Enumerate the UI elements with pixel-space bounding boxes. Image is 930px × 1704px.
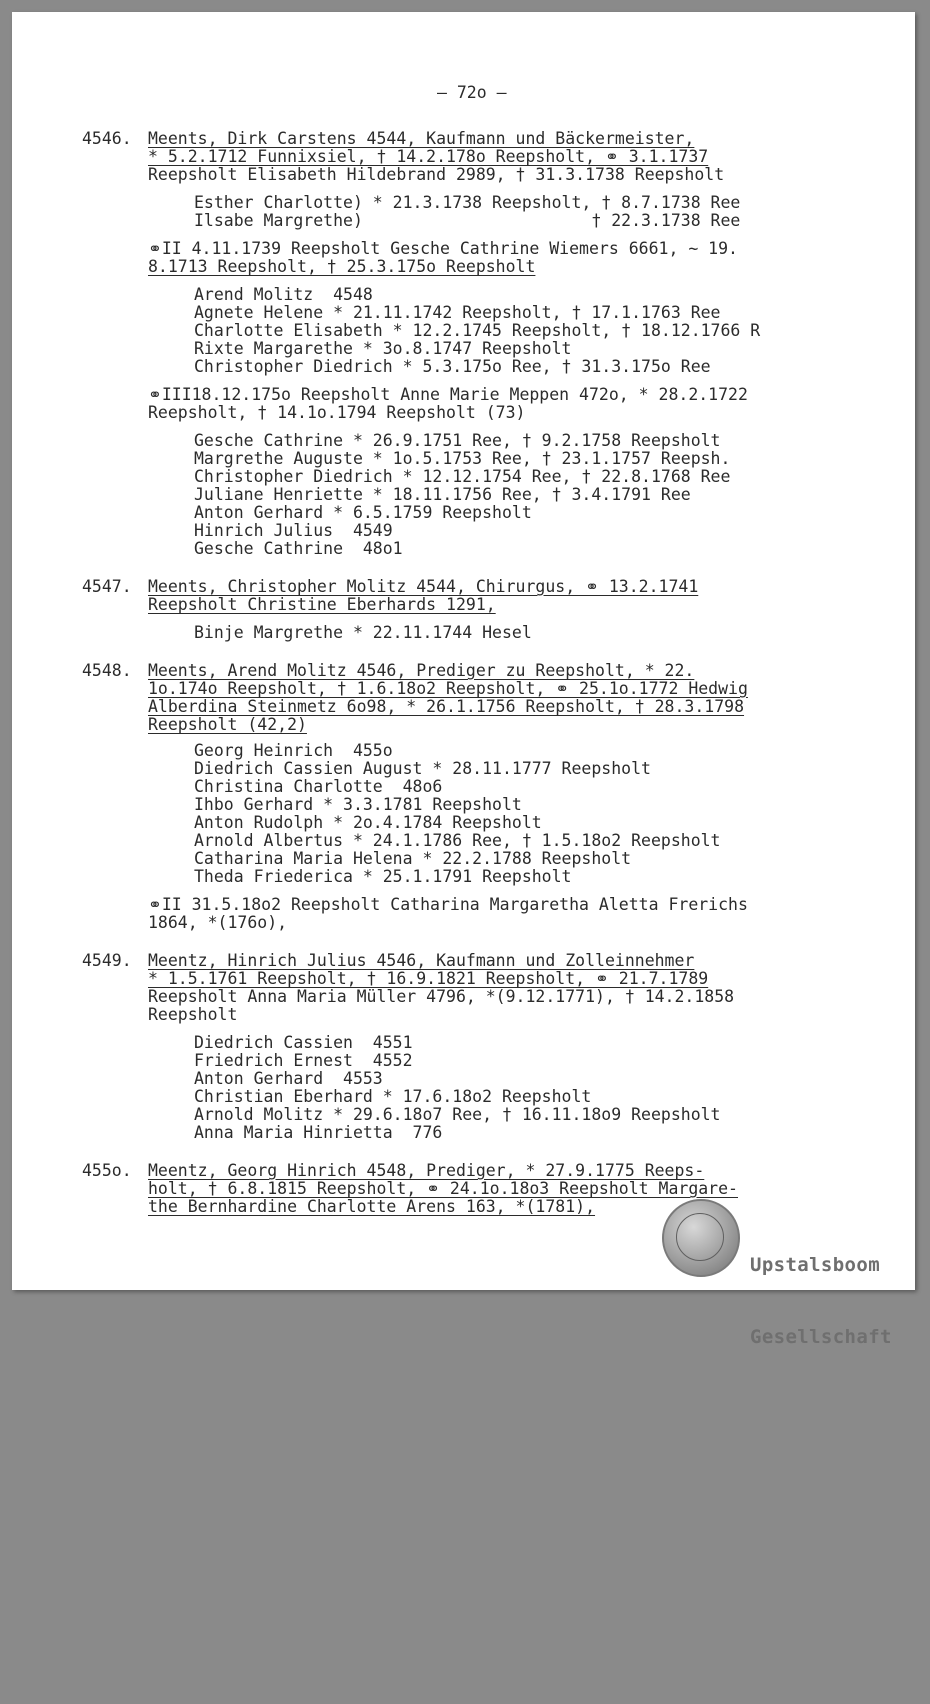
page-number: – 72o – — [437, 83, 507, 102]
child-line: Anton Rudolph * 2o.4.1784 Reepsholt — [194, 813, 542, 832]
child-line: Anton Gerhard * 6.5.1759 Reepsholt — [194, 503, 532, 522]
entry-line: 1o.174o Reepsholt, † 1.6.18o2 Reepsholt, ⚭ 25.1o.1772 Hedwig — [148, 679, 748, 698]
child-line: Margrethe Auguste * 1o.5.1753 Ree, † 23.1.1757 Reepsh. — [194, 449, 731, 468]
entry-line: * 5.2.1712 Funnixsiel, † 14.2.178o Reepsholt, ⚭ 3.1.1737 — [148, 147, 709, 166]
child-line: Rixte Margarethe * 3o.8.1747 Reepsholt — [194, 339, 572, 358]
marriage-line: ⚭III18.12.175o Reepsholt Anne Marie Meppen 472o, * 28.2.1722 — [148, 385, 748, 404]
child-line: Theda Friederica * 25.1.1791 Reepsholt — [194, 867, 572, 886]
child-line: Christopher Diedrich * 12.12.1754 Ree, † 22.8.1768 Ree — [194, 467, 731, 486]
child-line: Christopher Diedrich * 5.3.175o Ree, † 31.3.175o Ree — [194, 357, 711, 376]
entry-line: the Bernhardine Charlotte Arens 163, *(1781), — [148, 1197, 596, 1216]
child-line: Gesche Cathrine * 26.9.1751 Ree, † 9.2.1758 Reepsholt — [194, 431, 721, 450]
entry-line: Reepsholt Elisabeth Hildebrand 2989, † 31.3.1738 Reepsholt — [148, 165, 725, 184]
child-line: Ihbo Gerhard * 3.3.1781 Reepsholt — [194, 795, 522, 814]
child-line: Ilsabe Margrethe) † 22.3.1738 Ree — [194, 211, 741, 230]
child-line: Diedrich Cassien 4551 — [194, 1033, 413, 1052]
logo-text — [750, 1205, 892, 1397]
marriage-line: Reepsholt, † 14.1o.1794 Reepsholt (73) — [148, 403, 526, 422]
child-line: Agnete Helene * 21.11.1742 Reepsholt, † 17.1.1763 Ree — [194, 303, 721, 322]
entry-line: holt, † 6.8.1815 Reepsholt, ⚭ 24.1o.18o3 Reepsholt Margare- — [148, 1179, 738, 1198]
marriage-line: ⚭II 31.5.18o2 Reepsholt Catharina Margaretha Aletta Frerichs — [148, 895, 748, 914]
entry-line: Meents, Arend Molitz 4546, Prediger zu Reepsholt, * 22. — [148, 661, 695, 680]
child-line: Arnold Albertus * 24.1.1786 Ree, † 1.5.18o2 Reepsholt — [194, 831, 721, 850]
upstalsboom-logo — [662, 1199, 912, 1348]
document-page — [12, 12, 915, 1348]
child-line: Binje Margrethe * 22.11.1744 Hesel — [194, 623, 532, 642]
child-line: Anna Maria Hinrietta 776 — [194, 1123, 443, 1142]
entry-number: 455o. — [82, 1161, 132, 1180]
marriage-line: 8.1713 Reepsholt, † 25.3.175o Reepsholt — [148, 257, 536, 276]
entry-number: 4547. — [82, 577, 132, 596]
child-line: Gesche Cathrine 48o1 — [194, 539, 403, 558]
child-line: Charlotte Elisabeth * 12.2.1745 Reepsholt, † 18.12.1766 R — [194, 321, 761, 340]
marriage-line: ⚭II 4.11.1739 Reepsholt Gesche Cathrine Wiemers 6661, ~ 19. — [148, 239, 738, 258]
entry-line: Alberdina Steinmetz 6o98, * 26.1.1756 Reepsholt, † 28.3.1798 — [148, 697, 745, 716]
child-line: Anton Gerhard 4553 — [194, 1069, 383, 1088]
entry-number: 4548. — [82, 661, 132, 680]
marriage-line: 1864, *(176o), — [148, 913, 288, 932]
entry-number: 4546. — [82, 129, 132, 148]
logo-line-2: Gesellschaft — [750, 1326, 892, 1348]
entry-line: Meentz, Hinrich Julius 4546, Kaufmann und Zolleinnehmer — [148, 951, 695, 970]
entry-4546 — [12, 120, 915, 558]
entry-line: Reepsholt — [148, 1005, 238, 1024]
child-line: Esther Charlotte) * 21.3.1738 Reepsholt, † 8.7.1738 Ree — [194, 193, 741, 212]
child-line: Christina Charlotte 48o6 — [194, 777, 443, 796]
child-line: Georg Heinrich 455o — [194, 741, 393, 760]
child-line: Diedrich Cassien August * 28.11.1777 Reepsholt — [194, 759, 651, 778]
entry-line: Meentz, Georg Hinrich 4548, Prediger, * 27.9.1775 Reeps- — [148, 1161, 705, 1180]
child-line: Arnold Molitz * 29.6.18o7 Ree, † 16.11.18o9 Reepsholt — [194, 1105, 721, 1124]
entry-number: 4549. — [82, 951, 132, 970]
entry-line: Meents, Dirk Carstens 4544, Kaufmann und Bäckermeister, — [148, 129, 695, 148]
entry-line: Reepsholt Anna Maria Müller 4796, *(9.12.1771), † 14.2.1858 — [148, 987, 735, 1006]
child-line: Juliane Henriette * 18.11.1756 Ree, † 3.4.1791 Ree — [194, 485, 691, 504]
logo-line-1: Upstalsboom — [750, 1254, 881, 1276]
entry-line: Meents, Christopher Molitz 4544, Chirurgus, ⚭ 13.2.1741 — [148, 577, 699, 596]
child-line: Friedrich Ernest 4552 — [194, 1051, 413, 1070]
entry-line: Reepsholt (42,2) — [148, 715, 307, 734]
seal-icon — [662, 1199, 740, 1277]
child-line: Christian Eberhard * 17.6.18o2 Reepsholt — [194, 1087, 592, 1106]
entry-line: Reepsholt Christine Eberhards 1291, — [148, 595, 496, 614]
child-line: Hinrich Julius 4549 — [194, 521, 393, 540]
child-line: Arend Molitz 4548 — [194, 285, 373, 304]
entry-line: * 1.5.1761 Reepsholt, † 16.9.1821 Reepsholt, ⚭ 21.7.1789 — [148, 969, 709, 988]
child-line: Catharina Maria Helena * 22.2.1788 Reepsholt — [194, 849, 632, 868]
page-frame — [12, 12, 915, 1348]
